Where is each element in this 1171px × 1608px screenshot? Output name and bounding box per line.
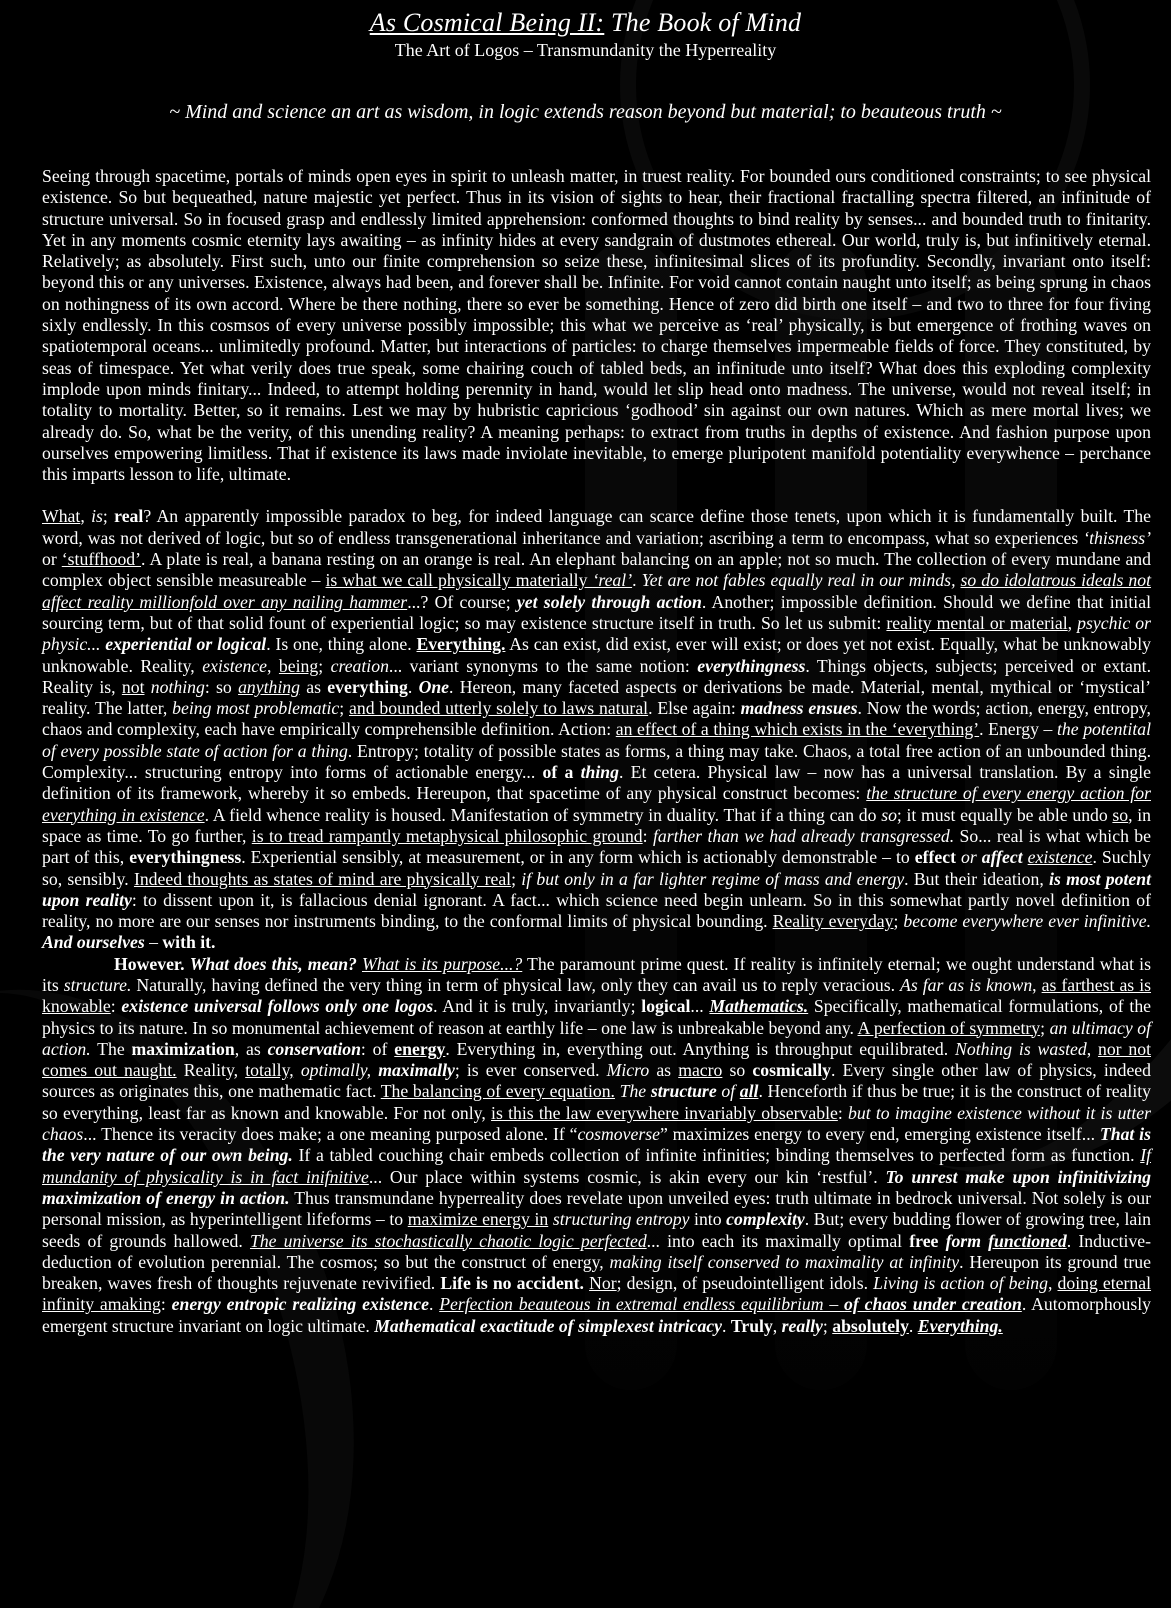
text-run: ; [893,911,904,932]
text-run: ... variant synonyms to the same notion: [388,655,698,676]
document-header [0,8,1171,124]
text-run: . [428,1294,440,1315]
text-run: is most potent upon reality [42,868,1151,910]
text-run: maximally [378,1060,455,1081]
text-run: Thus transmundane hyperreality does revelate upon unveiled eyes: truth ultimate in bedrock universal. Not solely is our personal mission, as hyperintelligent lifeforms – to [42,1187,1151,1230]
text-run: . Else again: [648,698,741,719]
text-run: so do idolatrous ideals not affect reality millionfold over any nailing hammer [42,570,1152,612]
text-run: existence universal follows only one logos [121,996,434,1017]
text-run: all [739,1081,759,1102]
text-run: and bounded utterly solely to laws natural [349,698,649,719]
text-run: Naturally, having defined the very thing in term of physical law, only they can avail us to reply veracious. [131,974,901,995]
text-run: is to tread rampantly metaphysical philosophic ground [251,825,643,846]
text-run: experiential or logical [105,634,267,655]
text-run: ; [511,868,522,889]
text-run: everything [327,676,408,697]
text-run: As can exist, did exist, ever will exist; or does yet not exist. Equally, what be unknowably unknowable. Reality, [42,634,1151,676]
text-run: ... [690,996,710,1017]
text-run: real [114,506,144,527]
text-run: farther than we had already transgressed. [652,825,955,846]
text-run: Perfection beauteous in extremal endless equilibrium [439,1294,824,1315]
text-run: the structure of every energy action for everything in existence [42,783,1151,825]
text-run: : of [360,1038,395,1059]
text-run: . [407,676,419,697]
text-run: everythingness [697,655,806,676]
paragraph-spacetime-eternity [42,166,1151,485]
text-run: complexity [726,1209,805,1230]
text-run: . A plate is real, a banana resting on an orange is real. An elephant balancing on an apple; not so much. The collection of every mundane and complex object sensible measureable – [42,549,1151,591]
text-run: . Experiential sensibly, at measurement, or in any form which is actionably demonstrable – to [241,847,915,868]
text-run: so [722,1060,753,1081]
text-run: However. [114,953,190,974]
text-run: nor not comes out naught. [42,1038,1151,1081]
text-run: , [1047,1273,1058,1294]
text-run: The [90,1038,132,1059]
text-run: energy entropic realizing existence [171,1294,429,1315]
text-run: of chaos under creation [844,1294,1022,1315]
text-run: As far as is known [900,974,1033,995]
text-run: , [1086,1038,1098,1059]
text-run: making itself conserved to maximality at infinity [609,1251,960,1272]
text-run: . Another; impossible definition. Should we define that initial sourcing term, but of that solid fount of experiential logic; so may existence structure itself in truth. So let us submit: [42,591,1151,633]
text-run: ; is ever conserved. [454,1060,607,1081]
text-run: : so [204,676,239,697]
text-run: Living is action of being [873,1273,1048,1294]
text-run: : [160,1294,172,1315]
text-run: existence [202,655,268,676]
text-run: ...? Of course; [407,591,517,612]
text-run: doing eternal infinity amaking [42,1273,1152,1315]
text-run: . Things objects, subjects; perceived or extant. Reality is, [42,655,1152,697]
text-run: . [908,1315,918,1336]
text-run: an ultimacy of action. [42,1017,1151,1059]
text-run: totally, [245,1060,294,1081]
text-run: If a tabled couching chair embeds collection of infinite infinities; binding themselves to perfected form as function. [292,1145,1141,1166]
text-run: Indeed thoughts as states of mind are physically real [133,868,512,889]
text-run: What [42,506,81,527]
text-run: Life is no accident. [440,1273,584,1294]
text-run: ... into each its maximally optimal [646,1230,910,1251]
text-run: ‘stuffhood’ [61,549,142,570]
text-run: or [960,847,982,868]
text-run: Truly [730,1315,773,1336]
document-title-part-rest: The Book of Mind [604,8,802,37]
text-run: : [837,1102,849,1123]
text-run: . Henceforth if thus be true; it is the construct of reality so everything, least far as known and knowable. For not only, [42,1081,1151,1123]
text-run: . Energy – [979,719,1057,740]
text-run: is this the law everywhere invariably observable [491,1102,838,1123]
text-run: absolutely [832,1315,909,1336]
text-run: , [267,655,279,676]
text-run: Reality everyday [772,911,894,932]
text-run: an effect of a thing which exists in the ‘everything’ [615,719,980,740]
text-run: ‘real’ [592,570,633,591]
text-run: To unrest make upon infinitivizing maximization of energy in action. [42,1166,1151,1208]
text-run: ... Thence its veracity does make; a one meaning purposed alone. If “ [83,1124,578,1145]
document-subtitle: The Art of Logos – Transmundanity the Hyperreality [394,40,777,60]
text-run: anything [238,676,300,697]
text-run: . Hereon, many faceted aspects or derivations be made. Material, mental, mythical or ‘mystical’ reality. The latter, [42,676,1152,719]
text-run: effect [914,847,956,868]
text-run: optimally, [300,1060,372,1081]
text-run: with it. [162,932,216,953]
text-run: What does this, mean? [189,953,362,974]
text-run: . Hereupon its ground true breaken, waves fresh of thoughts rejuvenate revivified. [42,1251,1151,1294]
text-run: ? An apparently impossible paradox to beg, for indeed language can scarce define those tenets, upon which it is fundamentally built. The word, was not derived of logic, but so of endless transgenerational inheritance and variation; ascribing a term to encompass, what so experiences [42,506,1151,548]
text-run: everythingness [129,847,242,868]
text-run: If mundanity of physicality is in fact inifnitive [42,1145,1151,1187]
text-run: . But; every budding flower of growing tree, lain seeds of grounds hallowed. [42,1209,1151,1251]
document-title-part-underlined: As Cosmical Being II: [369,8,605,37]
text-run: ; [102,506,115,527]
text-run: as [649,1060,679,1081]
text-run: , [1067,612,1078,633]
text-run: so [1112,804,1129,825]
text-run: Reality, [176,1060,246,1081]
text-run: is what we call physically materially [325,570,593,591]
text-run: One [418,676,450,697]
text-run: nothing [150,676,205,697]
text-run: yet solely through action [516,591,702,612]
text-run: madness ensues [740,698,858,719]
text-run: structuring entropy [552,1209,690,1230]
text-run: affect [981,847,1023,868]
text-run: Everything. [416,634,506,655]
text-run: . [632,570,642,591]
text-run: The [619,1081,651,1102]
text-run: Yet are not fables equally real in our minds, [641,570,961,591]
text-run: logical [641,996,691,1017]
document-content [0,8,1171,1337]
text-run: ; [1040,1017,1050,1038]
text-run: structure. [63,974,132,995]
text-run: – [144,932,163,953]
text-run: , as [234,1038,268,1059]
text-run: ; design, of pseudointelligent idols. [616,1273,874,1294]
text-run: , [772,1315,782,1336]
text-run: ; [318,655,331,676]
text-run: become everywhere ever infinitive. [903,911,1151,932]
text-run [294,1060,301,1080]
text-run: form [945,1230,989,1251]
text-run: . Et cetera. Physical law – now has a universal translation. By a single definition of its framework, whereby it so embeds. Hereupon, that spacetime of any physical construct becomes: [42,762,1151,804]
text-run: . Now the words; action, energy, entropy, chaos and complexity, each have empirically comprehensible definition. Action: [42,698,1151,740]
text-run: . And it is truly, invariantly; [433,996,642,1017]
epigraph: ~ Mind and science an art as wisdom, in logic extends reason beyond but material; to beauteous truth ~ [169,101,1002,123]
text-run: into [689,1209,727,1230]
text-run: Everything. [917,1315,1003,1336]
text-run: Specifically, mathematical formulations, of the physics to its nature. In so monumental achievement of reason at earthly life – one law is unbreakable beyond any. [42,996,1152,1038]
text-run: so [881,804,897,825]
text-run: maximization [131,1038,235,1059]
text-run: ‘thisness’ [1083,527,1151,548]
text-run: . Automorphously emergent structure invariant on logic ultimate. [42,1294,1151,1336]
text-run: , in space as time. To go further, [42,804,1151,846]
text-run: creation [330,655,389,676]
text-run: . Inductive-deduction of evolution perennial. The cosmos; so but the construct of energy, [42,1230,1152,1272]
text-run: really [781,1315,823,1336]
text-run: , [1032,974,1042,995]
text-run: but to imagine existence without it is utter chaos [42,1102,1151,1145]
text-run: Micro [606,1060,650,1081]
text-run: not [121,676,145,697]
text-run: , [80,506,92,527]
text-run: That is the very nature of our own being. [42,1124,1151,1166]
text-run: Mathematics. [709,996,809,1017]
text-run: : to dissent upon it, is fallacious denial ignorant. A fact... which science need begin unlearn. So in this somewhat partly novel definition of reality, no more are our senses nor instruments binding, to the conformal limits of physical bounding. [42,889,1151,932]
text-run: psychic or physic... [42,612,1151,655]
text-run: The balancing of every equation. [380,1081,615,1102]
text-run: being [278,655,319,676]
text-run: . Every single other law of physics, indeed sources as originates this, one mathematic fact. [42,1060,1151,1102]
text-run: . Is one, thing alone. [266,634,417,655]
text-run: . But their ideation, [904,868,1050,889]
text-run: conservation [267,1038,361,1059]
text-run: functioned [988,1230,1067,1251]
text-run: ; it must equally be able undo [896,804,1113,825]
text-run: . Everything in, everything out. Anything is throughput equilibrated. [445,1038,956,1059]
text-run: or [42,549,62,570]
text-run: Nor [589,1273,617,1294]
paragraph-purpose-mathematics [42,954,1151,1337]
text-run: cosmoverse [577,1124,660,1145]
text-run: ; [339,698,350,719]
document-title [0,8,1171,38]
text-run: energy [394,1038,446,1059]
text-run: The paramount prime quest. If reality is infinitely eternal; we ought understand what is its [42,953,1151,995]
text-run: : [110,996,122,1017]
document-body [0,166,1171,1337]
text-run: And ourselves [42,932,145,953]
text-run: The universe its stochastically chaotic logic perfected [249,1230,647,1251]
text-run: . Suchly so, sensibly. [42,847,1152,889]
text-run: being most problematic [172,698,340,719]
text-run: cosmically [752,1060,831,1081]
text-run: A perfection of symmetry [857,1017,1041,1038]
text-run: existence [1027,847,1093,868]
text-run: Seeing through spacetime, portals of minds open eyes in spirit to unleash matter, in truest reality. For bounded ours conditioned constraints; to see physical existence. So but bequeathed, nature majestic yet perfect. Thus in its vision of sights to hear, their fractional fractalling spectra filtered, an infinitude of structure universal. So in focused grasp and endlessly limited apprehension: conformed thoughts to bind reality by senses... and bounded truth to finitarity. Yet in any moments cosmic eternity lays awaiting – as infinity hides at every sandgrain of dustmotes ethereal. Our world, truly is, but infinitively eternal. Relatively; as absolutely. First such, unto our finite comprehension so seize these, infinitesimal slices of its profundity. Secondly, invariant onto itself: beyond this or any universes. Existence, always had been, and forever shall be. Infinite. For void cannot contain naught unto itself; as being sprung in chaos on nothingness of its own accord. Where be there nothing, there so ever be something. Hence of zero did birth one itself – and two to three for four fiving sixly endlessly. In this cosmsos of every universe possibly impossible; this what we perceive as ‘real’ physically, is but emergence of frothing waves on spatiotemporal oceans... unlimitedly profound. Matter, but interactions of particles: to charge themselves impermeable fields of force. They constituted, by seas of timespace. Yet what verily does true speak, some chairing couch of tabled beds, an infinitude unto itself? What does this exploding complexity implode upon minds finitary... Indeed, to attempt holding perennity in hand, would let slip head onto madness. The universe, would not reveal itself; in totality to mortality. Better, so it remains. Lest we may by hubristic capricious ‘godhood’ sin against our own natures. Which as mere mortal lives; we already do. So, what be the verity, of this unending reality? A meaning perhaps: to extract from truths in depths of existence. And fashion purpose upon ourselves empowering limitless. That if existence its laws made inviolate inevitable, to emerge pluripotent manifold potentiality everywhence – perchance this imparts lesson to life, ultimate. [42,166,1151,485]
text-run: maximize energy in [407,1209,549,1230]
text-run: reality mental or material [886,612,1068,633]
text-run: : [642,825,653,846]
text-run: . [722,1315,731,1336]
text-run: free [909,1230,946,1251]
text-run: Mathematical exactitude of simplexest intricacy [374,1315,723,1336]
text-run: . Entropy; totality of possible states as forms, a thing may take. Chaos, a total free action of an unbounded thing. Complexity... structuring entropy into forms of actionable energy... [42,740,1151,783]
text-run: as farthest as is knowable [42,974,1152,1017]
text-run: So... real is what which be part of this, [42,825,1151,868]
text-run: of a [542,762,581,783]
text-run: ; [822,1315,833,1336]
text-run: What is its purpose...? [361,953,523,974]
text-run: of [716,1081,740,1102]
text-run: as [299,676,328,697]
text-run: if but only in a far lighter regime of mass and energy [521,868,905,889]
text-run: is [91,506,103,527]
text-run: macro [678,1060,723,1081]
text-run: thing [580,762,619,783]
text-run: ” maximizes energy to every end, emerging existence itself... [659,1124,1100,1145]
text-run: Nothing is wasted [955,1038,1087,1059]
paragraph-defining-real [42,506,1151,953]
text-run: – [823,1294,845,1315]
text-run: structure [650,1081,717,1102]
text-run: ... Our place within systems cosmic, is akin every our kin ‘restful’. [368,1166,886,1187]
text-run: the potentital of every possible state of action for a thing [42,719,1151,761]
text-run: . A field whence reality is housed. Manifestation of symmetry in duality. That if a thing can do [204,804,882,825]
